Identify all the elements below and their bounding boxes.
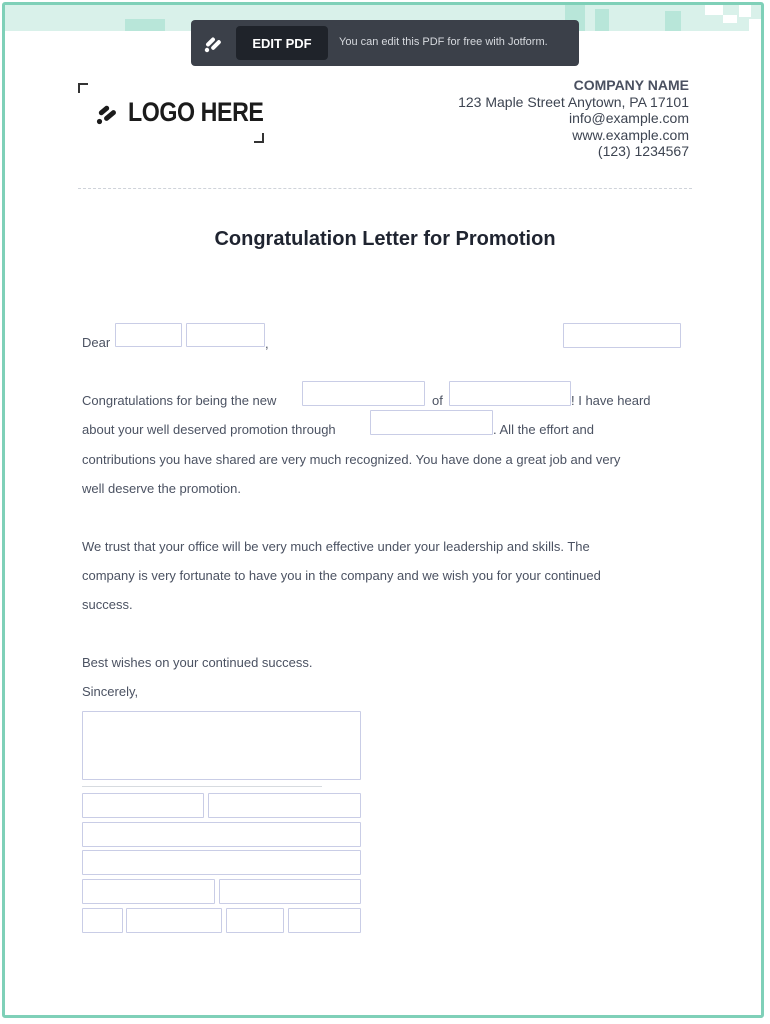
- logo-text: LOGO HERE: [128, 97, 264, 127]
- jotform-toolbar: [191, 20, 579, 66]
- sender-extra-field-2[interactable]: [288, 908, 361, 933]
- dear-comma: ,: [265, 336, 269, 351]
- company-name: COMPANY NAME: [573, 77, 689, 93]
- signature-line: [82, 786, 322, 787]
- sender-zip-field-2[interactable]: [126, 908, 222, 933]
- para1-line4: well deserve the promotion.: [82, 481, 241, 496]
- para1-line3: contributions you have shared are very much recognized. You have done a great job and very: [82, 452, 621, 467]
- header-separator: [78, 188, 692, 189]
- company-address: 123 Maple Street Anytown, PA 17101: [458, 93, 689, 110]
- edit-pdf-button[interactable]: EDIT PDF: [236, 26, 328, 60]
- para2-line2: company is very fortunate to have you in the company and we wish you for your continued: [82, 568, 601, 583]
- para1-line2-start: about your well deserved promotion through: [82, 422, 336, 437]
- closing-line: Best wishes on your continued success.: [82, 655, 313, 670]
- para1-of: of: [432, 393, 443, 408]
- sender-extra-field-1[interactable]: [226, 908, 284, 933]
- sender-city-field[interactable]: [82, 879, 215, 904]
- letter-title: Congratulation Letter for Promotion: [214, 228, 556, 250]
- date-field[interactable]: [563, 323, 681, 348]
- para1-line2-end: . All the effort and: [493, 422, 594, 437]
- jotform-logo-icon: [203, 32, 225, 54]
- recipient-last-name-field[interactable]: [186, 323, 265, 347]
- recipient-first-name-field[interactable]: [115, 323, 182, 347]
- para2-line3: success.: [82, 597, 133, 612]
- para2-line1: We trust that your office will be very much effective under your leadership and skills. The: [82, 539, 590, 554]
- company-email: info@example.com: [568, 110, 689, 127]
- company-website: www.example.com: [572, 126, 689, 143]
- department-field[interactable]: [449, 381, 571, 406]
- para1-line1-end: ! I have heard: [571, 393, 651, 408]
- logo-mark-icon: [95, 102, 119, 126]
- sender-first-name-field[interactable]: [82, 793, 204, 818]
- new-position-field[interactable]: [302, 381, 425, 406]
- logo-area: [78, 83, 264, 143]
- para1-line1-start: Congratulations for being the new: [82, 393, 277, 408]
- sender-zip-field-1[interactable]: [82, 908, 123, 933]
- signature-field[interactable]: [82, 711, 361, 780]
- sender-address-line1-field[interactable]: [82, 822, 361, 847]
- company-phone: (123) 1234567: [597, 143, 689, 160]
- promotion-via-field[interactable]: [370, 410, 493, 435]
- sincerely-label: Sincerely,: [82, 684, 139, 699]
- sender-last-name-field[interactable]: [208, 793, 361, 818]
- sender-address-line2-field[interactable]: [82, 850, 361, 875]
- dear-label: Dear: [82, 335, 111, 350]
- company-info: [458, 77, 689, 160]
- toolbar-message: You can edit this PDF for free with Jotform.: [339, 36, 548, 48]
- sender-state-field[interactable]: [219, 879, 361, 904]
